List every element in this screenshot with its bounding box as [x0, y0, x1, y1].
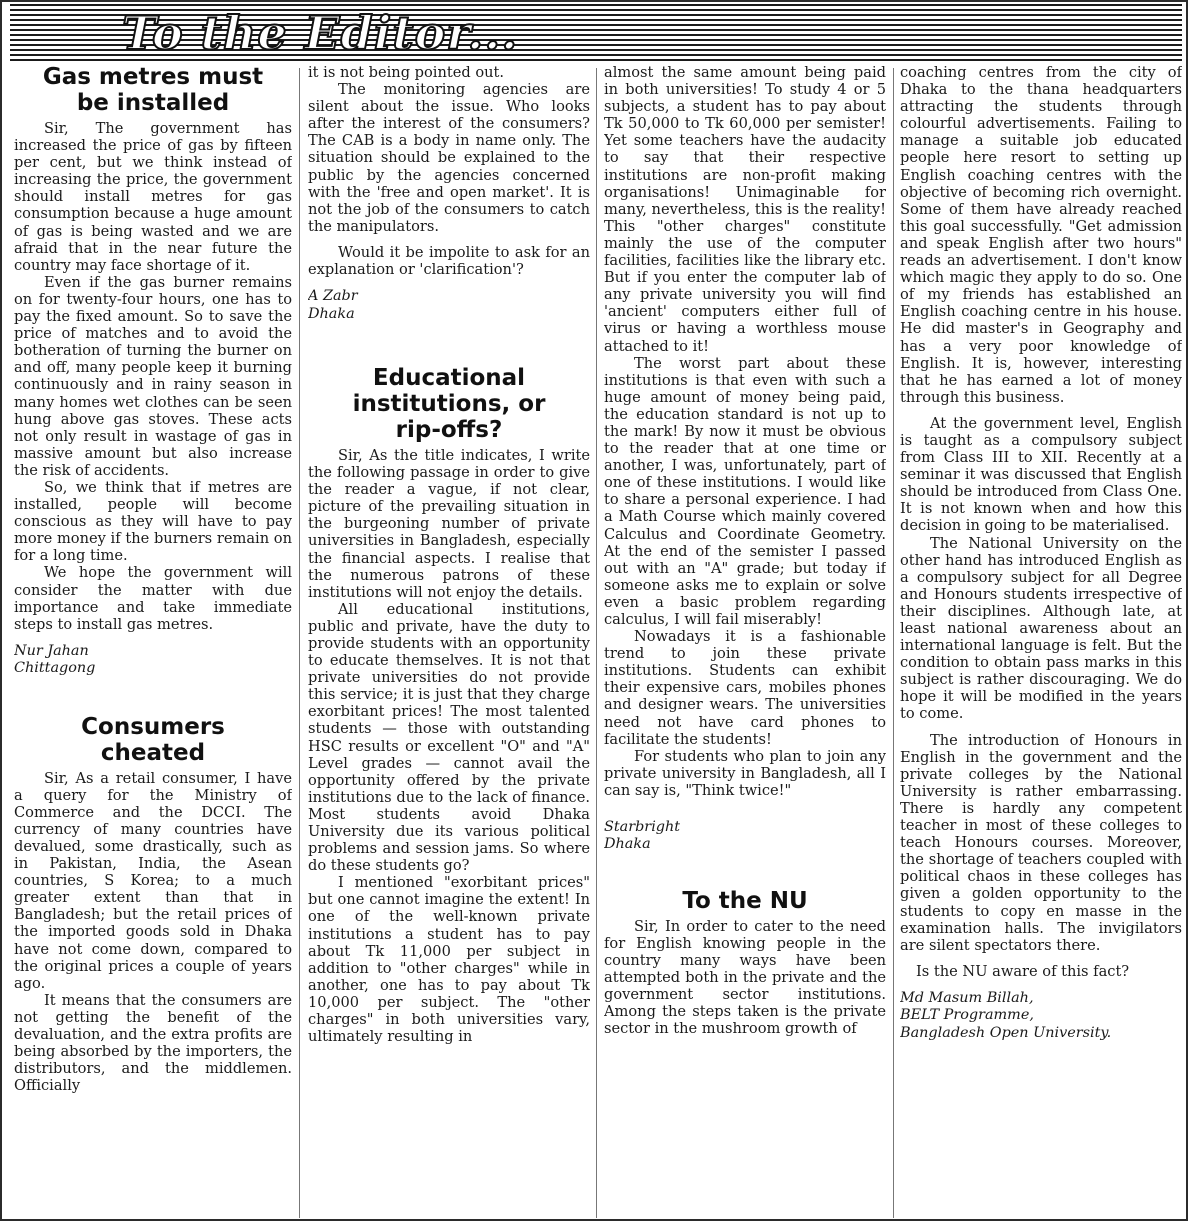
paragraph: Sir, The government has increased the price of gas by fifteen per cent, but we think instead of increasing the price, the government should install metres for gas consumption because a huge amount of gas is being wasted and we are afraid that in the near future the country may face shortage of it. [14, 120, 292, 274]
paragraph: So, we think that if metres are installed, people will become conscious as they will have to pay more money if the burners remain on for a long time. [14, 478, 292, 565]
letter-educational-institutions [308, 365, 590, 1045]
headline-gas-metres: Gas metres must be installed [42, 64, 264, 116]
paragraph: Nowadays it is a fashionable trend to join these private institutions. Students can exhibit their expensive cars, mobiles phones and designer wears. The universities need not have card phones to facilitate the students! [604, 628, 886, 748]
signature [308, 288, 590, 323]
paragraph: The monitoring agencies are silent about the issue. Who looks after the interest of the consumers? The CAB is a body in name only. The situation should be explained to the public by the agencies concerned with the 'free and open market'. It is not the job of the consumers to catch the manipulators. [308, 81, 590, 235]
headline-educational-institutions: Educational institutions, or rip-offs? [352, 364, 546, 443]
masthead-banner [10, 4, 1182, 62]
signature-place: Dhaka [308, 305, 355, 322]
signature-name: A Zabr [308, 288, 358, 305]
signature-place: Bangladesh Open University. [900, 1024, 1112, 1041]
paragraph: It means that the consumers are not getting the benefit of the devaluation, and the extra profits are being absorbed by the importers, the distributors, and the middlemen. Officially [14, 991, 292, 1095]
signature-org: BELT Programme, [900, 1007, 1034, 1024]
letter-consumers-cheated [14, 714, 292, 1095]
paragraph: The National University on the other hand has introduced English as a compulsory subject for all Degree and Honours students irrespective of their disciplines. Although late, at least national awareness about an international language is felt. But the condition to obtain pass marks in this subject is rather discouraging. We do hope it will be modified in the years to come. [900, 534, 1182, 723]
paragraph: The worst part about these institutions is that even with such a huge amount of money being paid, the education standard is not up to the mark! By now it must be obvious to the reader that at one time or another, I was, unfortunately, part of one of these institutions. I would like to share a personal experience. I had a Math Course which mainly covered Calculus and Coordinate Geometry. At the end of the semister I passed out with an "A" grade; but today if someone asks me to explain or solve even a basic problem regarding calculus, I will fail miserably! [604, 354, 886, 628]
signature-place: Dhaka [604, 836, 651, 853]
paragraph: Sir, In order to cater to the need for English knowing people in the country many ways have been attempted both in the private and the government sector institutions. Among the steps taken is the private sector in the mushroom growth of [604, 917, 886, 1038]
paragraph: coaching centres from the city of Dhaka to the thana headquarters attracting the students through colourful advertisements. Failing to manage a suitable job educated people here resort to setting up English coaching centres with the objective of becoming rich overnight. Some of them have already reached this goal successfully. "Get admission and speak English after two hours" reads an advertisement. I don't know which magic they apply to do so. One of my friends has established an English coaching centre in his house. He did master's in Geography and has a very poor knowledge of English. It is, however, interesting that he has earned a lot of money through this business. [900, 64, 1182, 406]
paragraph: The introduction of Honours in English in the government and the private colleges by the National University is rather embarrassing. There is hardly any competent teacher in most of these colleges to teach Honours courses. Moreover, the shortage of teachers coupled with political chaos in these colleges has given a golden opportunity to the students to copy en masse in the examination halls. The invigilators are silent spectators there. [900, 731, 1182, 954]
signature [14, 643, 292, 678]
paragraph: All educational institutions, public and private, have the duty to provide students with an opportunity to educate themselves. It is not that private universities do not provide this service; it is just that they charge exorbitant prices! The most talented students — those with outstanding HSC results or excellent "O" and "A" Level grades — cannot avail the opportunity offered by the private institutions due to the lack of finance. Most students avoid Dhaka University due its various political problems and session jams. So where do these students go? [308, 600, 590, 875]
column-3 [604, 64, 886, 1220]
paragraph: For students who plan to join any private university in Bangladesh, all I can say is, "Think twice!" [604, 747, 886, 799]
signature [900, 990, 1182, 1042]
paragraph: it is not being pointed out. [308, 64, 505, 81]
paragraph: We hope the government will consider the matter with due importance and take immediate steps to install gas metres. [14, 564, 292, 633]
signature-name: Starbright [604, 819, 681, 836]
column-4 [900, 64, 1182, 1220]
letter-consumers-continued [308, 64, 590, 323]
signature-name: Nur Jahan [14, 642, 89, 659]
signature-place: Chittagong [14, 660, 96, 677]
paragraph: I mentioned "exorbitant prices" but one cannot imagine the extent! In one of the well-known private institutions a student has to pay about Tk 11,000 per subject in addition to "other charges" while in another, one has to pay about Tk 10,000 per subject. The "other charges" in both universities vary, ultimately resulting in [308, 874, 590, 1046]
masthead-title: To the Editor... [122, 6, 519, 60]
letter-to-the-nu-continued [900, 64, 1182, 1042]
paragraph: Would it be impolite to ask for an explanation or 'clarification'? [308, 243, 590, 279]
paragraph: At the government level, English is taught as a compulsory subject from Class III to XII. Recently at a seminar it was discussed that English should be introduced from Class One. It is not known when and how this decision in going to be materialised. [900, 414, 1182, 535]
column-divider [596, 68, 597, 1218]
letter-to-the-nu [604, 888, 886, 1038]
headline-consumers-cheated: Consumers cheated [81, 713, 225, 766]
column-divider [893, 68, 894, 1218]
paragraph: almost the same amount being paid in both universities! To study 4 or 5 subjects, a student has to pay about Tk 50,000 to Tk 60,000 per semister! Yet some teachers have the audacity to say that their respective institutions are non-profit making organisations! Unimaginable for many, nevertheless, this is the reality! This "other charges" constitute mainly the use of the computer facilities, facilities like the library etc. But if you enter the computer lab of any private university you will find 'ancient' computers either full of virus or having a worthless mouse attached to it! [604, 64, 886, 355]
signature-name: Md Masum Billah, [900, 989, 1034, 1006]
column-1 [14, 64, 292, 1220]
letter-gas-metres [14, 64, 292, 678]
headline-to-the-nu: To the NU [682, 887, 808, 914]
paragraph: Sir, As a retail consumer, I have a query for the Ministry of Commerce and the DCCI. The currency of many countries have devalued, some drastically, such as in Pakistan, India, the Asean countries, S Korea; to a much greater extent than that in Bangladesh; but the retail prices of the imported goods sold in Dhaka have not come down, compared to the original prices a couple of years ago. [14, 769, 292, 992]
column-2 [308, 64, 590, 1220]
paragraph: Even if the gas burner remains on for twenty-four hours, one has to pay the fixed amount. So to save the price of matches and to avoid the botheration of turning the burner on and off, many people keep it burning continuously and in rainy season in many homes wet clothes can be seen hung above gas stoves. These acts not only result in wastage of gas in massive amount but also increase the risk of accidents. [14, 273, 292, 479]
letter-educational-continued [604, 64, 886, 854]
column-divider [299, 68, 300, 1218]
paragraph: Is the NU aware of this fact? [916, 962, 1130, 980]
signature [604, 819, 886, 854]
paragraph: Sir, As the title indicates, I write the following passage in order to give the reader a vague, if not clear, picture of the prevailing situation in the burgeoning number of private universities in Bangladesh, especially the financial aspects. I realise that the numerous patrons of these institutions will not enjoy the details. [308, 446, 590, 601]
